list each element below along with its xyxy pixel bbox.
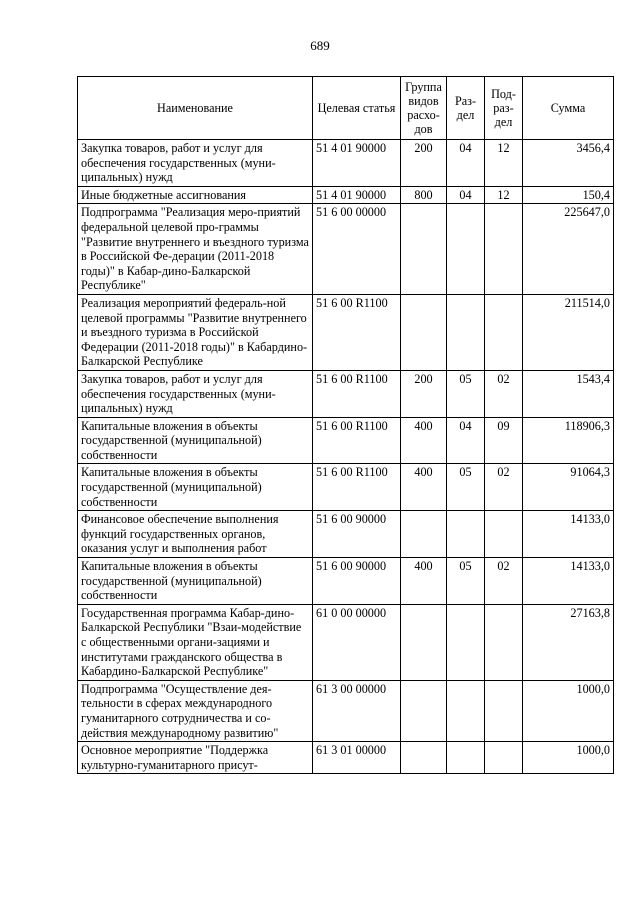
header-name: Наименование: [78, 77, 313, 140]
cell-target: 51 6 00 00000: [313, 204, 401, 295]
cell-subsection: [485, 511, 523, 558]
cell-section: [447, 742, 485, 774]
cell-sum: 14133,0: [523, 511, 614, 558]
cell-group: [401, 294, 447, 370]
cell-target: 51 6 00 90000: [313, 558, 401, 605]
cell-group: 800: [401, 186, 447, 204]
cell-group: 200: [401, 140, 447, 187]
cell-target: 61 0 00 00000: [313, 604, 401, 680]
table-row: [78, 464, 614, 511]
table-row: [78, 511, 614, 558]
cell-subsection: 09: [485, 417, 523, 464]
cell-target: 51 6 00 90000: [313, 511, 401, 558]
cell-name: Подпрограмма "Реализация меро-приятий федеральной целевой про-граммы "Развитие внутреннего и въездного туризма в Российской Фе-дерации (2011-2018 годы)" в Кабар-дино-Балкарской Республике": [78, 204, 313, 295]
cell-target: 51 6 00 R1100: [313, 294, 401, 370]
cell-subsection: 12: [485, 186, 523, 204]
cell-target: 51 6 00 R1100: [313, 370, 401, 417]
cell-sum: 3456,4: [523, 140, 614, 187]
cell-target: 61 3 00 00000: [313, 680, 401, 741]
cell-group: [401, 204, 447, 295]
cell-name: Капитальные вложения в объекты государственной (муниципальной) собственности: [78, 464, 313, 511]
table-row: [78, 604, 614, 680]
cell-section: [447, 204, 485, 295]
header-group: Группа видов расхо-дов: [401, 77, 447, 140]
cell-group: [401, 742, 447, 774]
cell-subsection: 12: [485, 140, 523, 187]
cell-name: Реализация мероприятий федераль-ной целевой программы "Развитие внутреннего и въездного туризма в Российской Федерации (2011-2018 годы)" в Кабардино-Балкарской Республике: [78, 294, 313, 370]
cell-subsection: [485, 742, 523, 774]
cell-target: 61 3 01 00000: [313, 742, 401, 774]
table-row: [78, 742, 614, 774]
cell-section: [447, 680, 485, 741]
table-row: [78, 140, 614, 187]
page-number: 689: [310, 38, 330, 53]
cell-section: 05: [447, 464, 485, 511]
header-section: Раз-дел: [447, 77, 485, 140]
cell-name: Подпрограмма "Осуществление дея-тельности в сферах международного гуманитарного сотрудничества и со-действия международному развитию": [78, 680, 313, 741]
table-row: [78, 294, 614, 370]
table-header-row: [78, 77, 614, 140]
cell-subsection: 02: [485, 464, 523, 511]
cell-subsection: 02: [485, 370, 523, 417]
cell-sum: 1000,0: [523, 680, 614, 741]
cell-section: [447, 604, 485, 680]
cell-group: 400: [401, 464, 447, 511]
budget-table: [77, 76, 614, 774]
cell-name: Основное мероприятие "Поддержка культурно-гуманитарного присут-: [78, 742, 313, 774]
cell-target: 51 4 01 90000: [313, 140, 401, 187]
table-row: [78, 370, 614, 417]
cell-name: Закупка товаров, работ и услуг для обеспечения государственных (муни-ципальных) нужд: [78, 370, 313, 417]
cell-sum: 14133,0: [523, 558, 614, 605]
table-row: [78, 417, 614, 464]
cell-group: [401, 680, 447, 741]
cell-name: Государственная программа Кабар-дино-Балкарской Республики "Взаи-модействие с общественными органи-зациями и институтами гражданского общества в Кабардино-Балкарской Республике": [78, 604, 313, 680]
cell-section: 04: [447, 417, 485, 464]
header-subsection: Под-раз-дел: [485, 77, 523, 140]
cell-sum: 118906,3: [523, 417, 614, 464]
cell-section: [447, 511, 485, 558]
cell-name: Закупка товаров, работ и услуг для обеспечения государственных (муни-ципальных) нужд: [78, 140, 313, 187]
cell-section: [447, 294, 485, 370]
cell-sum: 1000,0: [523, 742, 614, 774]
cell-target: 51 4 01 90000: [313, 186, 401, 204]
header-sum: Сумма: [523, 77, 614, 140]
table-row: [78, 680, 614, 741]
table-row: [78, 558, 614, 605]
cell-target: 51 6 00 R1100: [313, 417, 401, 464]
cell-sum: 27163,8: [523, 604, 614, 680]
cell-section: 04: [447, 186, 485, 204]
cell-group: 200: [401, 370, 447, 417]
cell-subsection: 02: [485, 558, 523, 605]
cell-target: 51 6 00 R1100: [313, 464, 401, 511]
cell-group: [401, 604, 447, 680]
cell-section: 05: [447, 370, 485, 417]
cell-name: Иные бюджетные ассигнования: [78, 186, 313, 204]
cell-sum: 150,4: [523, 186, 614, 204]
table-row: [78, 204, 614, 295]
cell-section: 05: [447, 558, 485, 605]
header-target: Целевая статья: [313, 77, 401, 140]
cell-subsection: [485, 204, 523, 295]
cell-group: 400: [401, 417, 447, 464]
cell-sum: 211514,0: [523, 294, 614, 370]
cell-name: Капитальные вложения в объекты государственной (муниципальной) собственности: [78, 417, 313, 464]
cell-group: [401, 511, 447, 558]
cell-subsection: [485, 604, 523, 680]
cell-subsection: [485, 680, 523, 741]
cell-subsection: [485, 294, 523, 370]
table-row: [78, 186, 614, 204]
cell-name: Капитальные вложения в объекты государственной (муниципальной) собственности: [78, 558, 313, 605]
cell-section: 04: [447, 140, 485, 187]
cell-sum: 1543,4: [523, 370, 614, 417]
cell-sum: 225647,0: [523, 204, 614, 295]
cell-group: 400: [401, 558, 447, 605]
cell-name: Финансовое обеспечение выполнения функций государственных органов, оказания услуг и выполнения работ: [78, 511, 313, 558]
cell-sum: 91064,3: [523, 464, 614, 511]
